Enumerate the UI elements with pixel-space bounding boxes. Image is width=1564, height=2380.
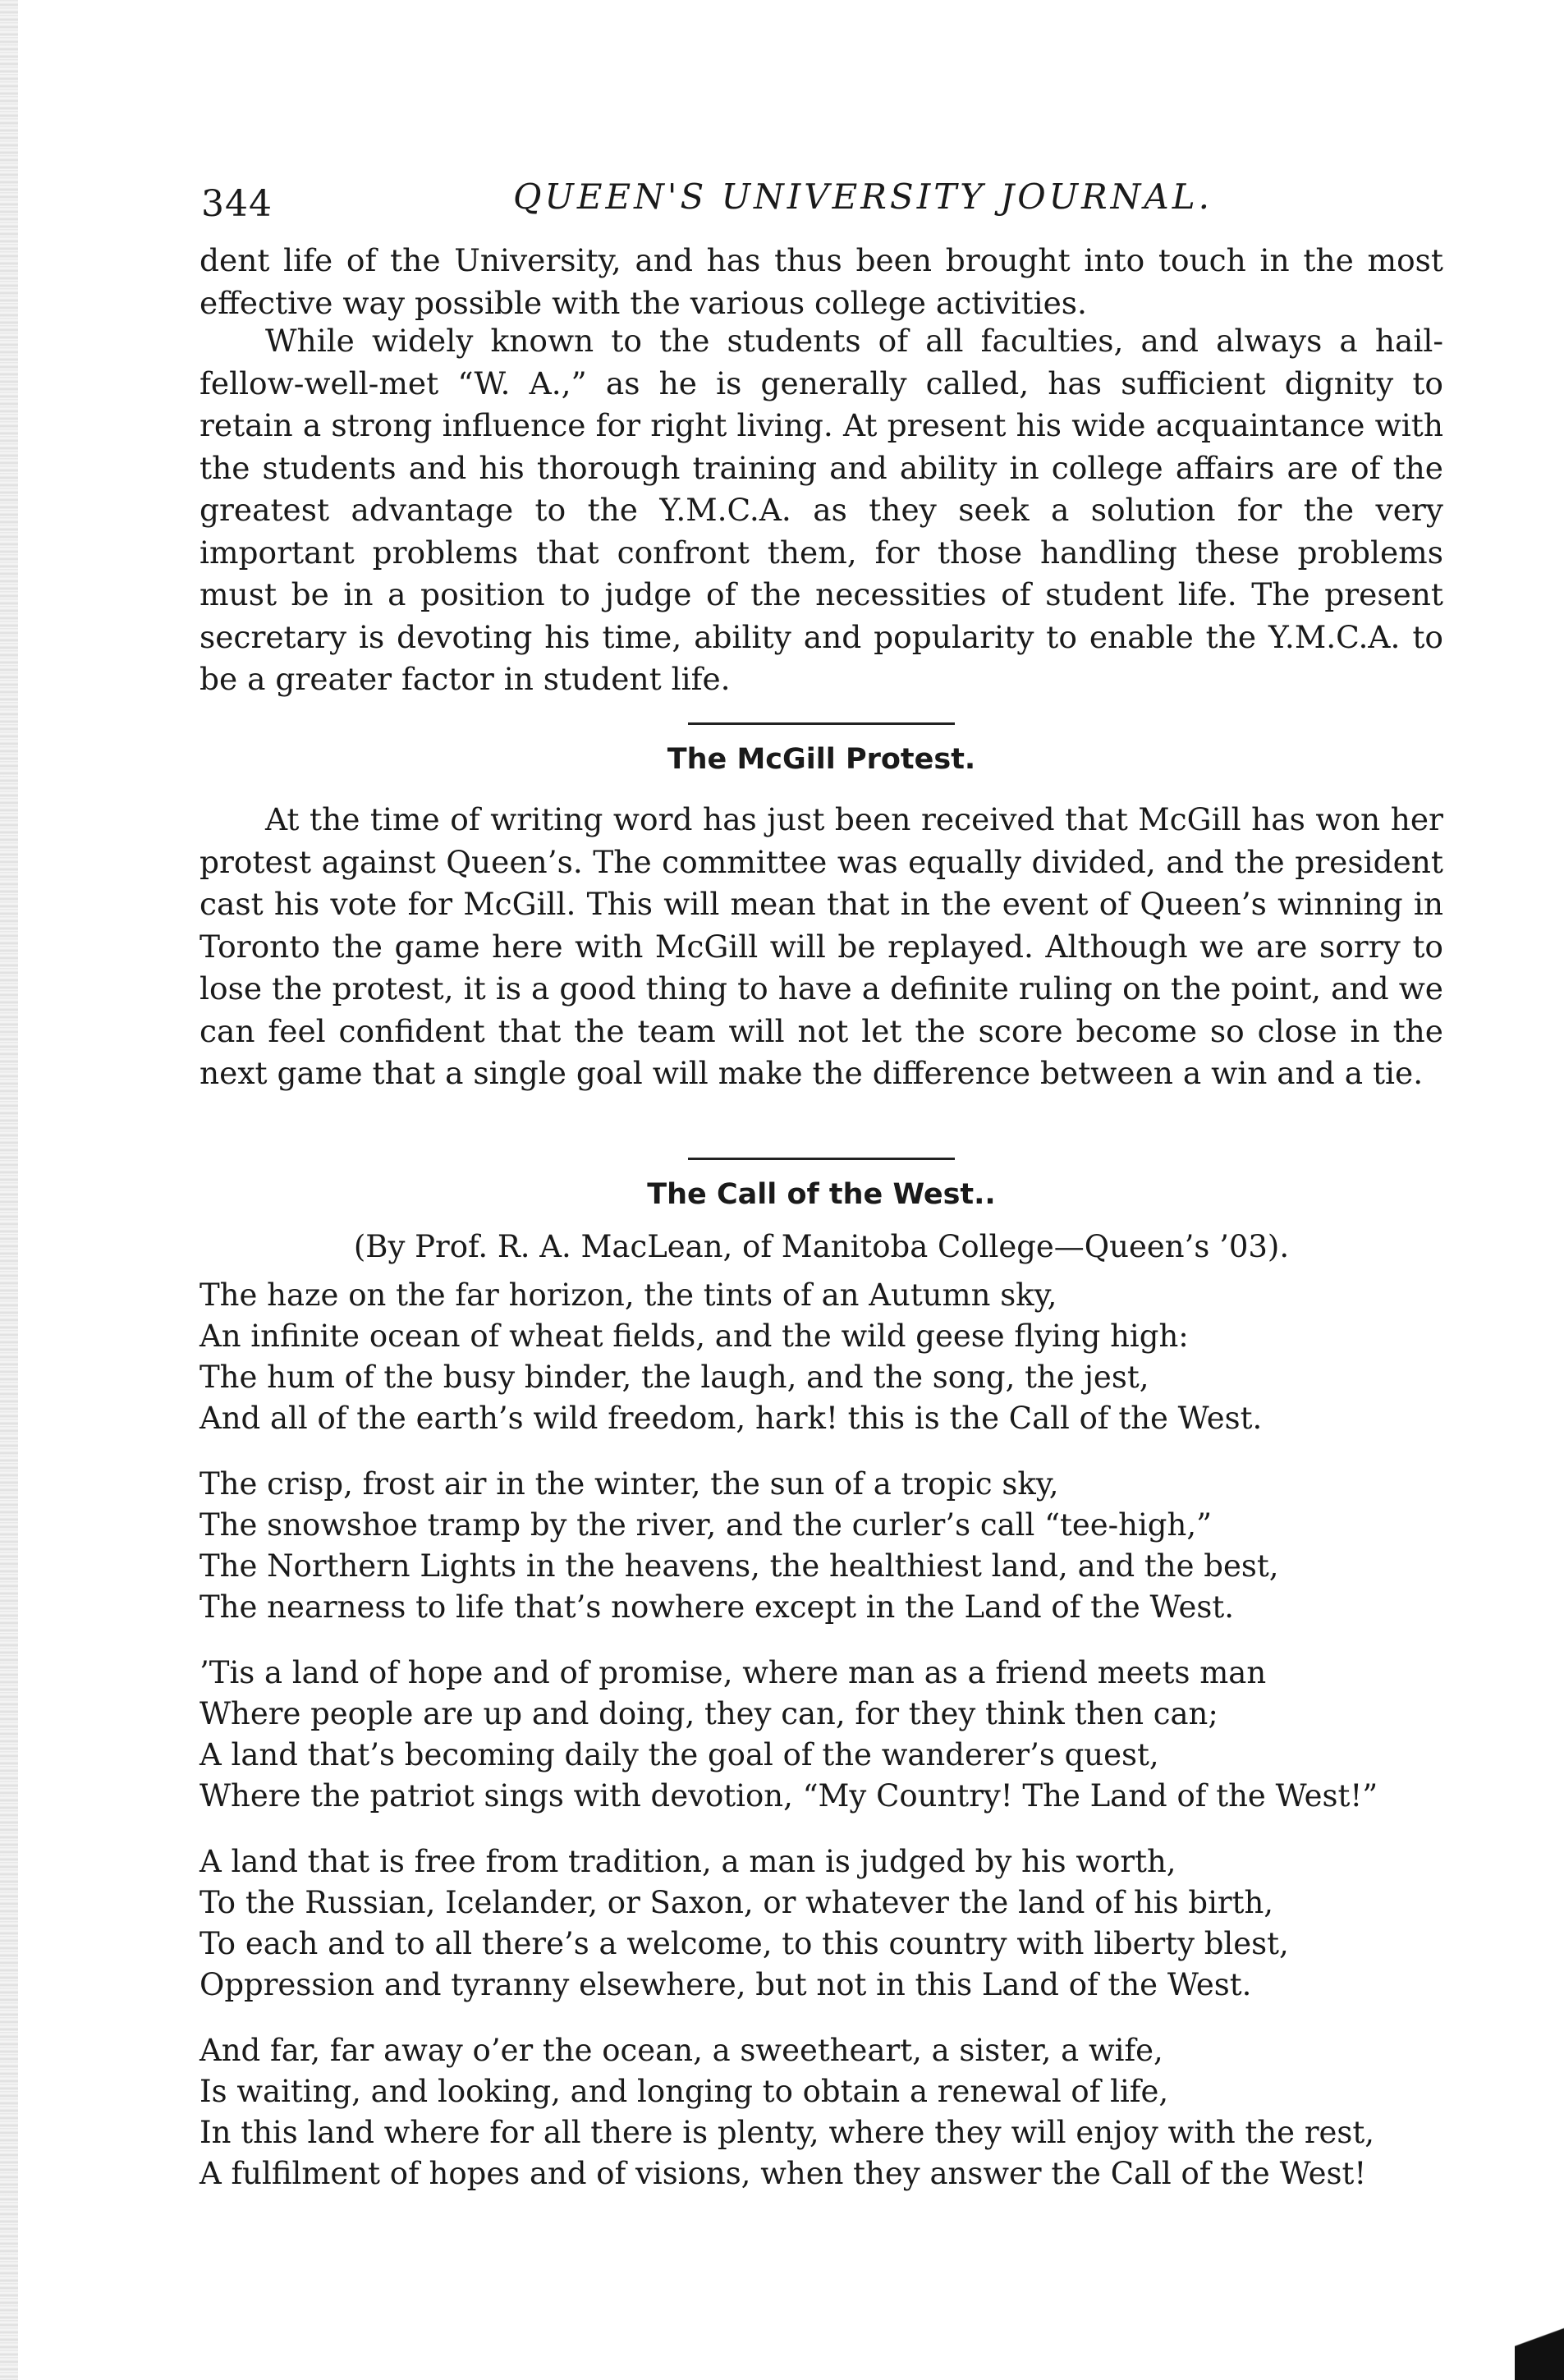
verse-line: A land that is free from tradition, a man is judged by his worth, [200, 1844, 1176, 1879]
verse-line: Where people are up and doing, they can, for they think then can; [200, 1696, 1218, 1731]
verse-line: In this land where for all there is plenty, where they will enjoy with the rest, [200, 2115, 1375, 2150]
poem-stanza-5 [200, 2030, 1497, 2194]
intro-paragraph-continued: dent life of the University, and has thus been brought into touch in the most effective way possible with the various college activities. [200, 242, 1443, 321]
verse-line: ’Tis a land of hope and of promise, where man as a friend meets man [200, 1655, 1267, 1690]
intro-paragraph-secretary: While widely known to the students of all faculties, and always a hail-fellow-well-met “W. A.,” as he is generally called, has sufficient dignity to retain a strong influence for right living. At present his wide acquaintance with the students and his thorough training and ability in college affairs are of the greatest advantage to the Y.M.C.A. as they seek a solution for the very important problems that confront them, for those handling these problems must be in a position to judge of the necessities of student life. The present secretary is devoting his time, ability and popularity to enable the Y.M.C.A. to be a greater factor in student life. [200, 323, 1443, 697]
section-divider-2 [688, 1158, 955, 1160]
verse-line: To the Russian, Icelander, or Saxon, or whatever the land of his birth, [200, 1885, 1274, 1920]
page-number: 344 [201, 183, 273, 225]
section-divider-1 [688, 722, 955, 725]
running-head: QUEEN'S UNIVERSITY JOURNAL. [513, 177, 1213, 217]
poem-stanza-1 [200, 1275, 1497, 1439]
mcgill-paragraph: At the time of writing word has just been received that McGill has won her protest against Queen’s. The committee was equally divided, and the president cast his vote for McGill. This will mean that in the event of Queen’s winning in Toronto the game here with McGill will be replayed. Although we are sorry to lose the protest, it is a good thing to have a definite ruling on the point, and we can feel confident that the team will not let the score become so close in the next game that a single goal will make the difference between a win and a tie. [200, 801, 1443, 1091]
poem-byline: (By Prof. R. A. MacLean, of Manitoba College—Queen’s ’03). [353, 1229, 1290, 1264]
mcgill-title: The McGill Protest. [667, 743, 976, 776]
verse-line: The Northern Lights in the heavens, the healthiest land, and the best, [200, 1548, 1279, 1584]
verse-line: The hum of the busy binder, the laugh, and the song, the jest, [200, 1360, 1149, 1395]
verse-line: Where the patriot sings with devotion, “My Country! The Land of the West!” [200, 1778, 1378, 1814]
page-header [201, 177, 1465, 234]
verse-line: The crisp, frost air in the winter, the sun of a tropic sky, [200, 1466, 1059, 1502]
poem-stanza-4 [200, 1841, 1497, 2006]
verse-line: An infinite ocean of wheat fields, and the wild geese flying high: [200, 1318, 1189, 1354]
verse-line: The haze on the far horizon, the tints of an Autumn sky, [200, 1277, 1057, 1313]
scan-binding-edge [0, 0, 18, 2380]
poem-stanza-3 [200, 1653, 1497, 1817]
verse-line: Oppression and tyranny elsewhere, but not in this Land of the West. [200, 1967, 1252, 2002]
verse-line: To each and to all there’s a welcome, to this country with liberty blest, [200, 1926, 1289, 1961]
verse-line: And far, far away o’er the ocean, a sweetheart, a sister, a wife, [200, 2033, 1163, 2068]
verse-line: Is waiting, and looking, and longing to obtain a renewal of life, [200, 2074, 1169, 2109]
poem-stanza-2 [200, 1464, 1497, 1628]
verse-line: A land that’s becoming daily the goal of the wanderer’s quest, [200, 1737, 1159, 1772]
scan-corner-mark [1515, 2281, 1564, 2380]
verse-line: A fulfilment of hopes and of visions, when they answer the Call of the West! [200, 2156, 1367, 2191]
verse-line: And all of the earth’s wild freedom, hark! this is the Call of the West. [200, 1401, 1263, 1436]
verse-line: The snowshoe tramp by the river, and the curler’s call “tee-high,” [200, 1507, 1212, 1543]
verse-line: The nearness to life that’s nowhere except in the Land of the West. [200, 1589, 1235, 1625]
poem-title: The Call of the West.. [647, 1178, 996, 1211]
